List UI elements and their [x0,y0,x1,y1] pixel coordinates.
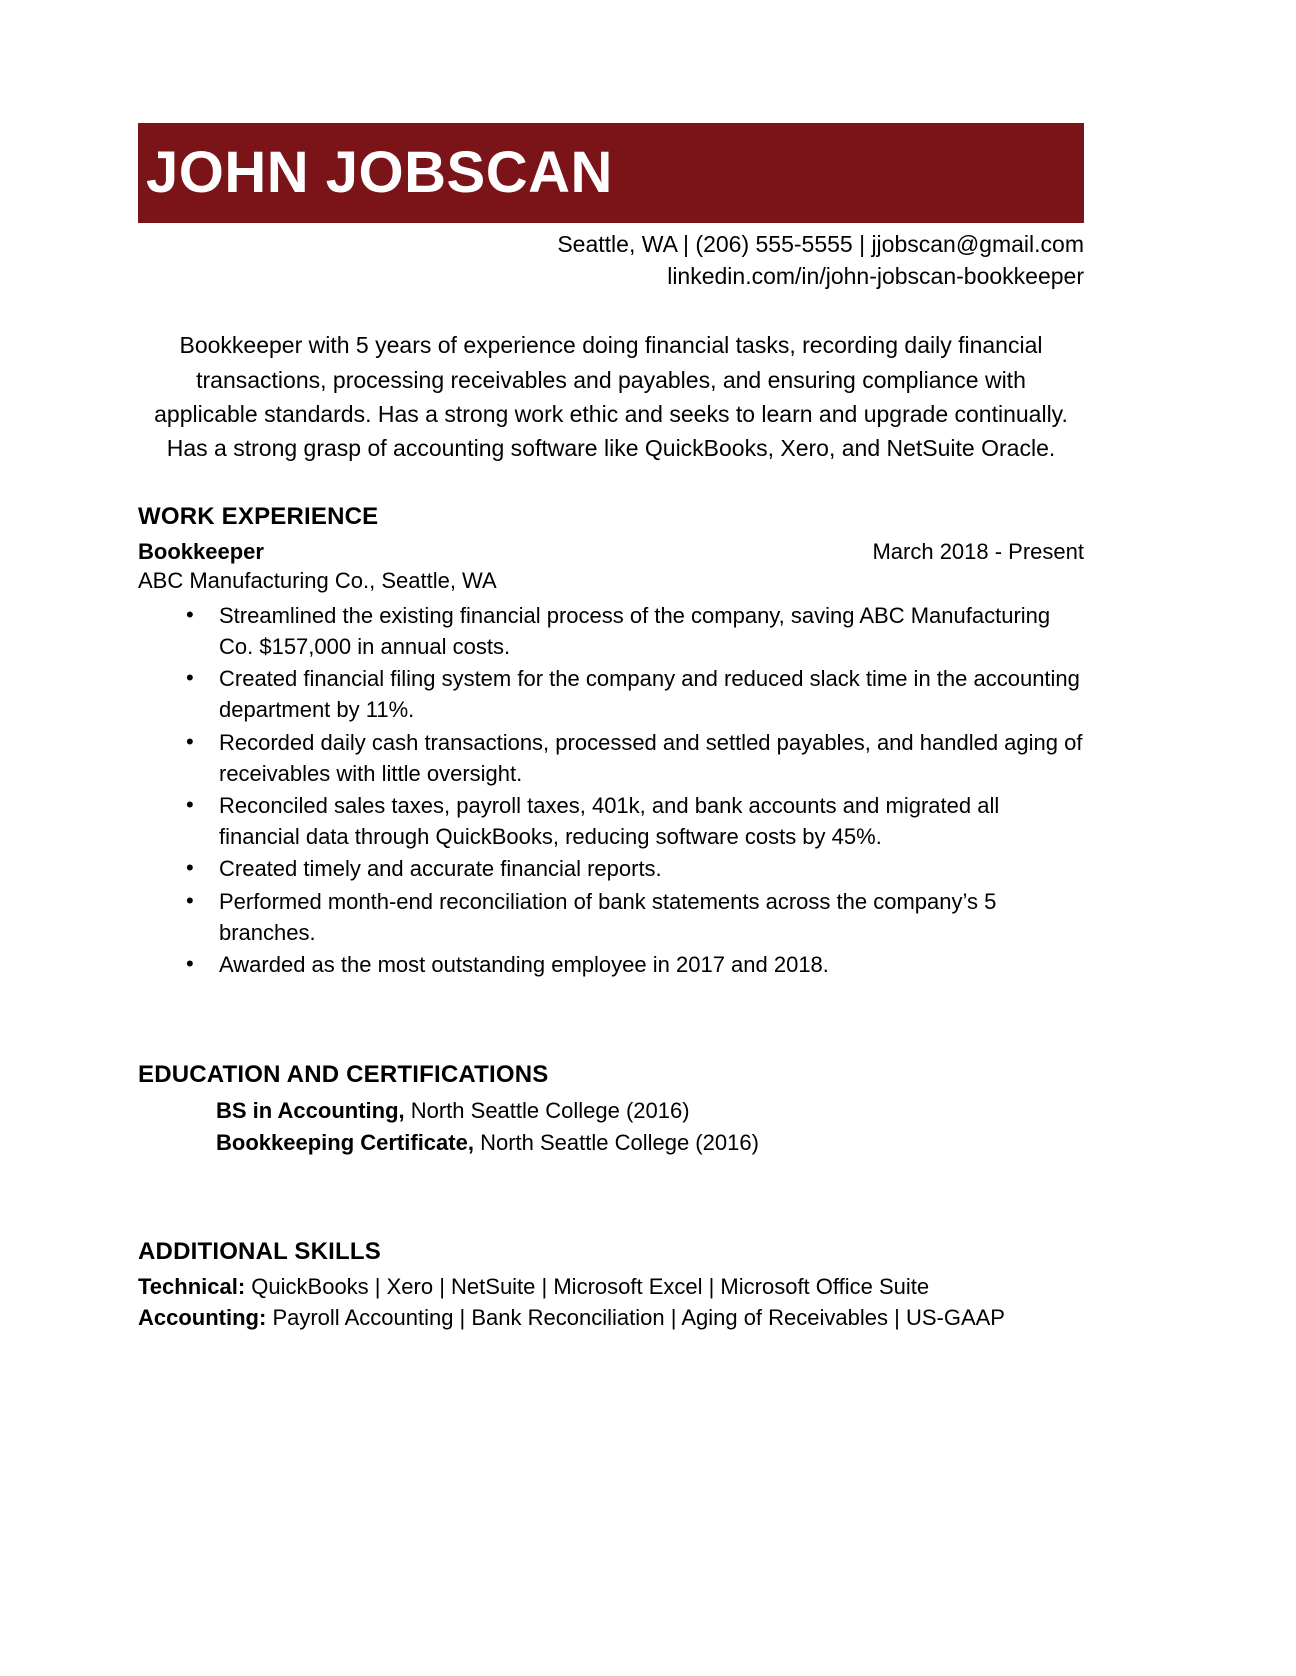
job-bullet-list [138,600,1084,981]
list-item: • Created financial filing system for the company and reduced slack time in the accounting department by 11%. [186,663,1084,725]
skill-category-label: Accounting: [138,1305,267,1331]
contact-line-linkedin: linkedin.com/in/john-jobscan-bookkeeper [667,262,1084,289]
job-header-row [138,539,1084,565]
resume-content [138,0,1084,1333]
name-banner [138,123,1084,223]
list-item [216,1127,1084,1158]
skill-values: Payroll Accounting | Bank Reconciliation | Aging of Receivables | US-GAAP [266,1305,1005,1331]
contact-line-primary: Seattle, WA | (206) 555-5555 | jjobscan@gmail.com [557,231,1084,257]
list-item [138,1302,1084,1333]
skills-list [138,1271,1084,1333]
education-degree: Bookkeeping Certificate, [216,1129,474,1155]
skill-category-label: Technical: [138,1273,246,1299]
list-item: • Reconciled sales taxes, payroll taxes, 401k, and bank accounts and migrated all financial data through QuickBooks, reducing software costs by 45%. [186,790,1084,852]
job-company: ABC Manufacturing Co., Seattle, WA [138,567,497,593]
section-heading-additional-skills: ADDITIONAL SKILLS [138,1237,381,1265]
candidate-name: JOHN JOBSCAN [146,140,613,205]
skill-values: QuickBooks | Xero | NetSuite | Microsoft Excel | Microsoft Office Suite [245,1273,930,1299]
professional-summary: Bookkeeper with 5 years of experience doing financial tasks, recording daily financial transactions, processing receivables and payables, and ensuring compliance with applicable standards. Has a strong work ethic and seeks to learn and upgrade continually. Has a strong grasp of accounting software like QuickBooks, Xero, and NetSuite Oracle. [154,332,1068,461]
list-item [138,1271,1084,1302]
list-item: • Streamlined the existing financial process of the company, saving ABC Manufacturing Co. $157,000 in annual costs. [186,600,1084,662]
education-detail: North Seattle College (2016) [473,1129,759,1155]
spacer [138,1158,1084,1202]
list-item: • Created timely and accurate financial reports. [186,853,1084,884]
education-detail: North Seattle College (2016) [404,1098,690,1124]
section-heading-work-experience: WORK EXPERIENCE [138,502,379,530]
job-dates: March 2018 - Present [872,538,1084,564]
education-list [138,1095,1084,1157]
list-item [216,1095,1084,1126]
education-degree: BS in Accounting, [216,1098,405,1124]
contact-info [138,229,1084,292]
list-item: • Performed month-end reconciliation of bank statements across the company’s 5 branches. [186,886,1084,948]
list-item: • Awarded as the most outstanding employee in 2017 and 2018. [186,949,1084,980]
section-heading-education: EDUCATION AND CERTIFICATIONS [138,1061,549,1089]
job-title: Bookkeeper [138,538,264,564]
spacer [138,981,1084,1025]
list-item: • Recorded daily cash transactions, processed and settled payables, and handled aging of receivables with little oversight. [186,727,1084,789]
